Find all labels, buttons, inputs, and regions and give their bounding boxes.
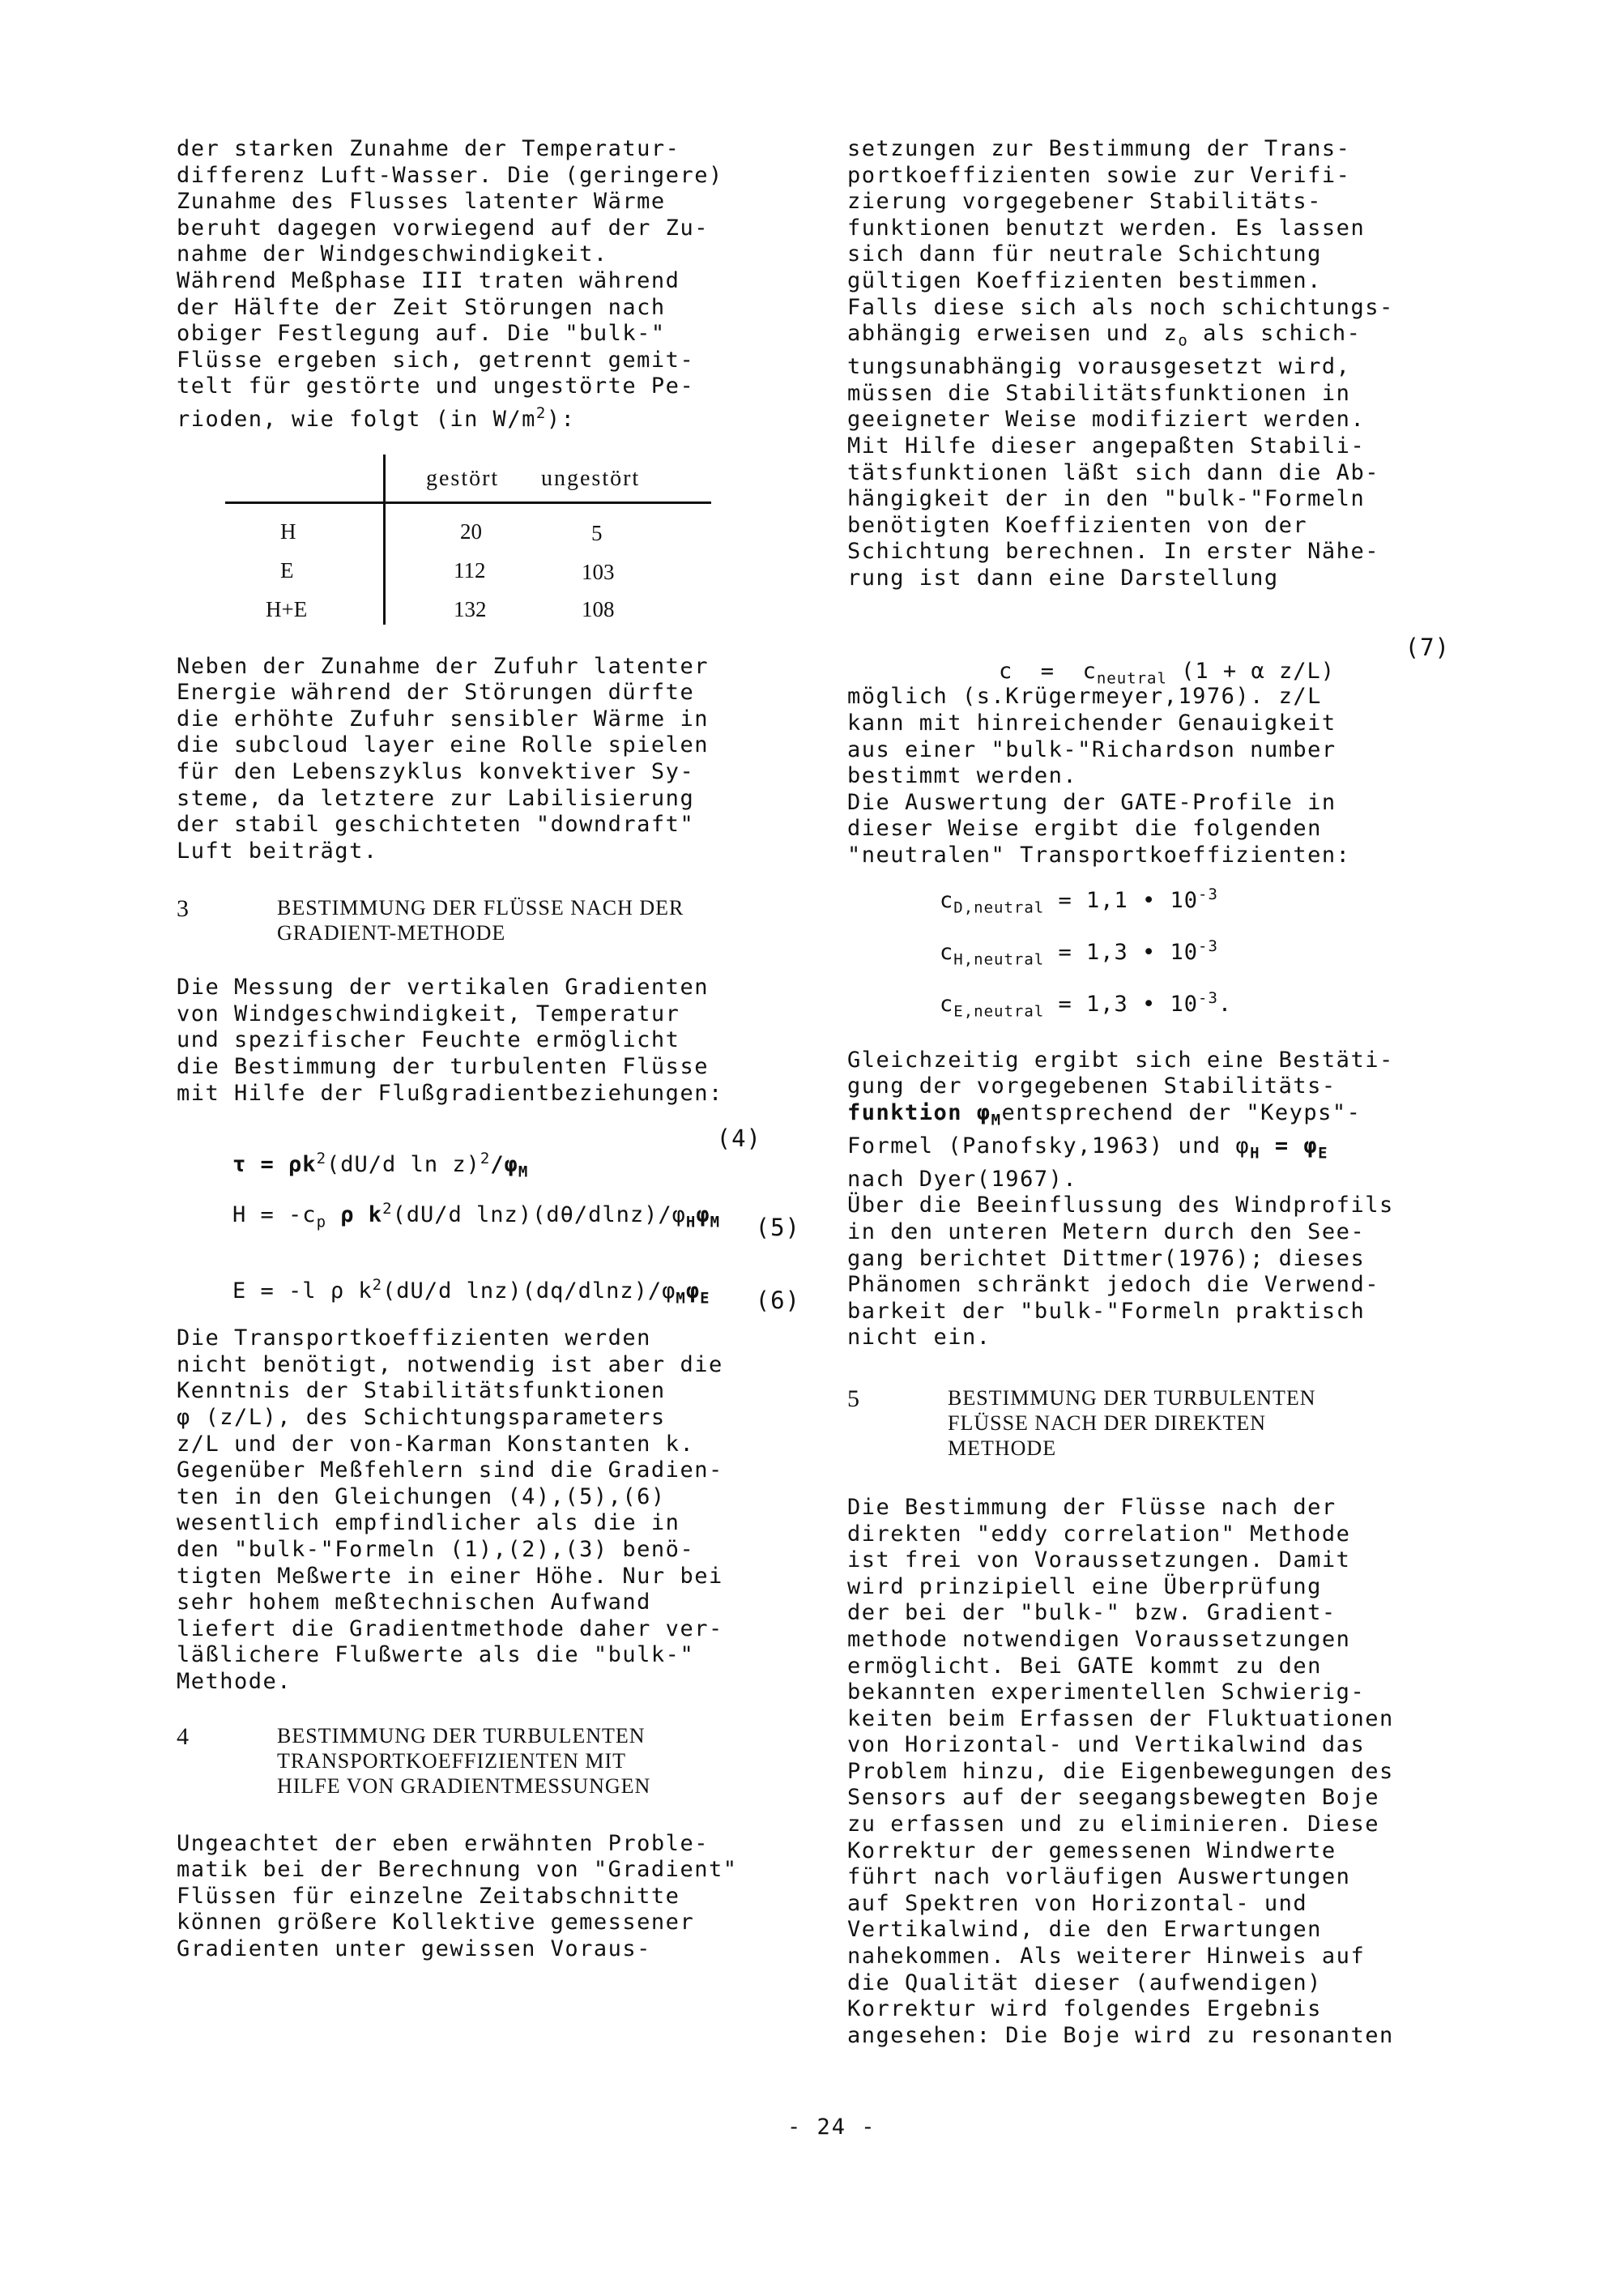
table-horizontal-rule — [225, 501, 711, 504]
table-cell: 132 — [454, 596, 487, 621]
table-row-label: E — [280, 557, 294, 583]
equation-7: $c = c_{neutral}$ (1 + α z/L) (7) — [999, 634, 1450, 688]
section-title: BESTIMMUNG DER TURBULENTEN TRANSPORTKOEFFIZIENTEN MIT HILFE VON GRADIENTMESSUNGEN — [277, 1723, 651, 1798]
coefficient-row: $c_{H,neutral} = 1,3$ • $10^{-3}$ — [940, 937, 1218, 969]
equation-5: $H = -c_p$ ρ $k^2(dU/d$ $\ln z)(d\theta/dlnz)/\varphi_H\varphi_M$ (5) — [232, 1200, 800, 1242]
equation-number: (7) — [1405, 634, 1450, 662]
section-number: 4 — [177, 1722, 189, 1750]
table-cell: 108 — [582, 596, 615, 621]
section-heading-4 — [177, 1723, 800, 1799]
table-cell: 20 — [460, 519, 482, 544]
equation-number: (4) — [716, 1125, 761, 1153]
coefficient-row: $c_{E,neutral} = 1,3$ • $10^{-3}$. — [940, 988, 1233, 1021]
equation-number: (6) — [755, 1287, 800, 1315]
paragraph: Neben der Zunahme der Zufuhr latenter Energie während der Störungen dürfte die erhöhte Zufuhr sensibler Wärme in die subcloud layer eine Rolle spielen für den Lebenszyklus konvektiver Sy- steme, da letztere zur Labilisierung der stabil geschichteten "downdraft" Luft beiträgt. — [177, 653, 709, 864]
section-number: 5 — [847, 1385, 859, 1412]
table-header-gestoert: gestört — [426, 465, 500, 491]
paragraph: Gleichzeitig ergibt sich eine Bestäti- gung der vorgegebenen Stabilitäts- funktion $\varphi_Mentsprechend$ der "Keyps"- Formel (Panofsky,1963) und $\varphi_H = \varphi_E$ nach Dyer(1967). Über die Beeinflussung des Windprofils in den unteren Metern durch den See- gang berichtet Dittmer(1976); dieses Phänomen schränkt jedoch die Verwend- barkeit der "bulk-"Formeln praktisch nicht ein. — [847, 1047, 1394, 1351]
paragraph: der starken Zunahme der Temperatur- differenz Luft-Wasser. Die (geringere) Zunahme des Flusses latenter Wärme beruht dagegen vorwiegend auf der Zu- nahme der Windgeschwindigkeit. Während Meßphase III traten während der Hälfte der Zeit Störungen nach obiger Festlegung auf. Die "bulk-" Flüsse ergeben sich, getrennt gemit- telt für gestörte und ungestörte Pe- rioden, wie folgt (in $W/m^2$): — [177, 136, 723, 432]
section-heading-3 — [177, 895, 800, 945]
table-vertical-rule — [383, 455, 386, 625]
paragraph: möglich (s.Krügermeyer,1976). z/L kann mit hinreichender Genauigkeit aus einer "bulk-"Richardson number bestimmt werden. Die Auswertung der GATE-Profile in dieser Weise ergibt die folgenden "neutralen" Transportkoeffizienten: — [847, 684, 1351, 868]
section-number: 3 — [177, 895, 189, 923]
paragraph: setzungen zur Bestimmung der Trans- portkoeffizienten sowie zur Verifi- zierung vorgegebener Stabilitäts- funktionen benutzt werden. Es lassen sich dann für neutrale Schichtung gültigen Koeffizienten bestimmen. Falls diese sich als noch schichtungs- abhängig erweisen und $z_o$ als schich- tungsunabhängig vorausgesetzt wird, müssen die Stabilitätsfunktionen in geeigneter Weise modifiziert werden. Mit Hilfe dieser angepaßten Stabili- tätsfunktionen läßt sich dann die Ab- hängigkeit der in den "bulk-"Formeln benötigten Koeffizienten von der Schichtung berechnen. In erster Nähe- rung ist dann eine Darstellung — [847, 136, 1394, 591]
paragraph: Ungeachtet der eben erwähnten Proble- matik bei der Berechnung von "Gradient" Flüssen für einzelne Zeitabschnitte können größere Kollektive gemessener Gradienten unter gewissen Voraus- — [177, 1830, 738, 1961]
left-column — [177, 136, 800, 1963]
section-heading-5 — [847, 1385, 1471, 1461]
paragraph: Die Bestimmung der Flüsse nach der direkten "eddy correlation" Methode ist frei von Voraussetzungen. Damit wird prinzipiell eine Überprüfung der bei der "bulk-" bzw. Gradient- methode notwendigen Voraussetzungen ermöglicht. Bei GATE kommt zu den bekannten experimentellen Schwierig- keiten beim Erfassen der Fluktuationen von Horizontal- und Vertikalwind das Problem hinzu, die Eigenbewegungen des Sensors auf der seegangsbewegten Boje zu erfassen und zu eliminieren. Diese Korrektur der gemessenen Windwerte führt nach vorläufigen Auswertungen auf Spektren von Horizontal- und Vertikalwind, die den Erwartungen nahekommen. Als weiterer Hinweis auf die Qualität dieser (aufwendigen) Korrektur wird folgendes Ergebnis angesehen: Die Boje wird zu resonanten — [847, 1494, 1394, 2048]
table-header-ungestoert: ungestört — [541, 465, 641, 491]
right-column — [847, 136, 1471, 2049]
paragraph: Die Transportkoeffizienten werden nicht benötigt, notwendig ist aber die Kenntnis der Stabilitätsfunktionen φ (z/L), des Schichtungsparameters z/L und der von-Karman Konstanten k. Gegenüber Meßfehlern sind die Gradien- ten in den Gleichungen (4),(5),(6) wesentlich empfindlicher als die in den "bulk-"Formeln (1),(2),(3) benö- tigten Meßwerte in einer Höhe. Nur bei sehr hohem meßtechnischen Aufwand liefert die Gradientmethode daher ver- läßlichere Flußwerte als die "bulk-" Methode. — [177, 1325, 723, 1694]
equation-number: (5) — [755, 1214, 800, 1242]
equation-6: E = -l ρ $k^2(dU/d$ $\ln z)(dq/dlnz)/\varphi_M\varphi_E$ (6) — [232, 1276, 800, 1315]
coefficient-row: $c_{D,neutral} = 1,1$ • $10^{-3}$ — [940, 885, 1218, 917]
table-row-label: H — [280, 519, 296, 544]
paragraph: Die Messung der vertikalen Gradienten von Windgeschwindigkeit, Temperatur und spezifischer Feuchte ermöglicht die Bestimmung der turbulenten Flüsse mit Hilfe der Flußgradientbeziehungen: — [177, 975, 723, 1106]
neutral-coefficients — [940, 886, 1471, 1041]
table-cell: 112 — [454, 557, 486, 583]
table-row-label: H+E — [266, 596, 308, 621]
table-cell: 5 — [591, 520, 603, 545]
section-title: BESTIMMUNG DER TURBULENTEN FLÜSSE NACH DER DIREKTEN METHODE — [948, 1385, 1316, 1460]
equation-4: $\tau = \rho k^2(dU/d$ $\ln z)^2/\varphi_M$ (4) — [232, 1125, 761, 1181]
table-cell: 103 — [582, 559, 615, 584]
page-number: - 24 - — [787, 2115, 876, 2140]
section-title: BESTIMMUNG DER FLÜSSE NACH DER GRADIENT-METHODE — [277, 896, 684, 945]
flux-table — [225, 445, 719, 631]
